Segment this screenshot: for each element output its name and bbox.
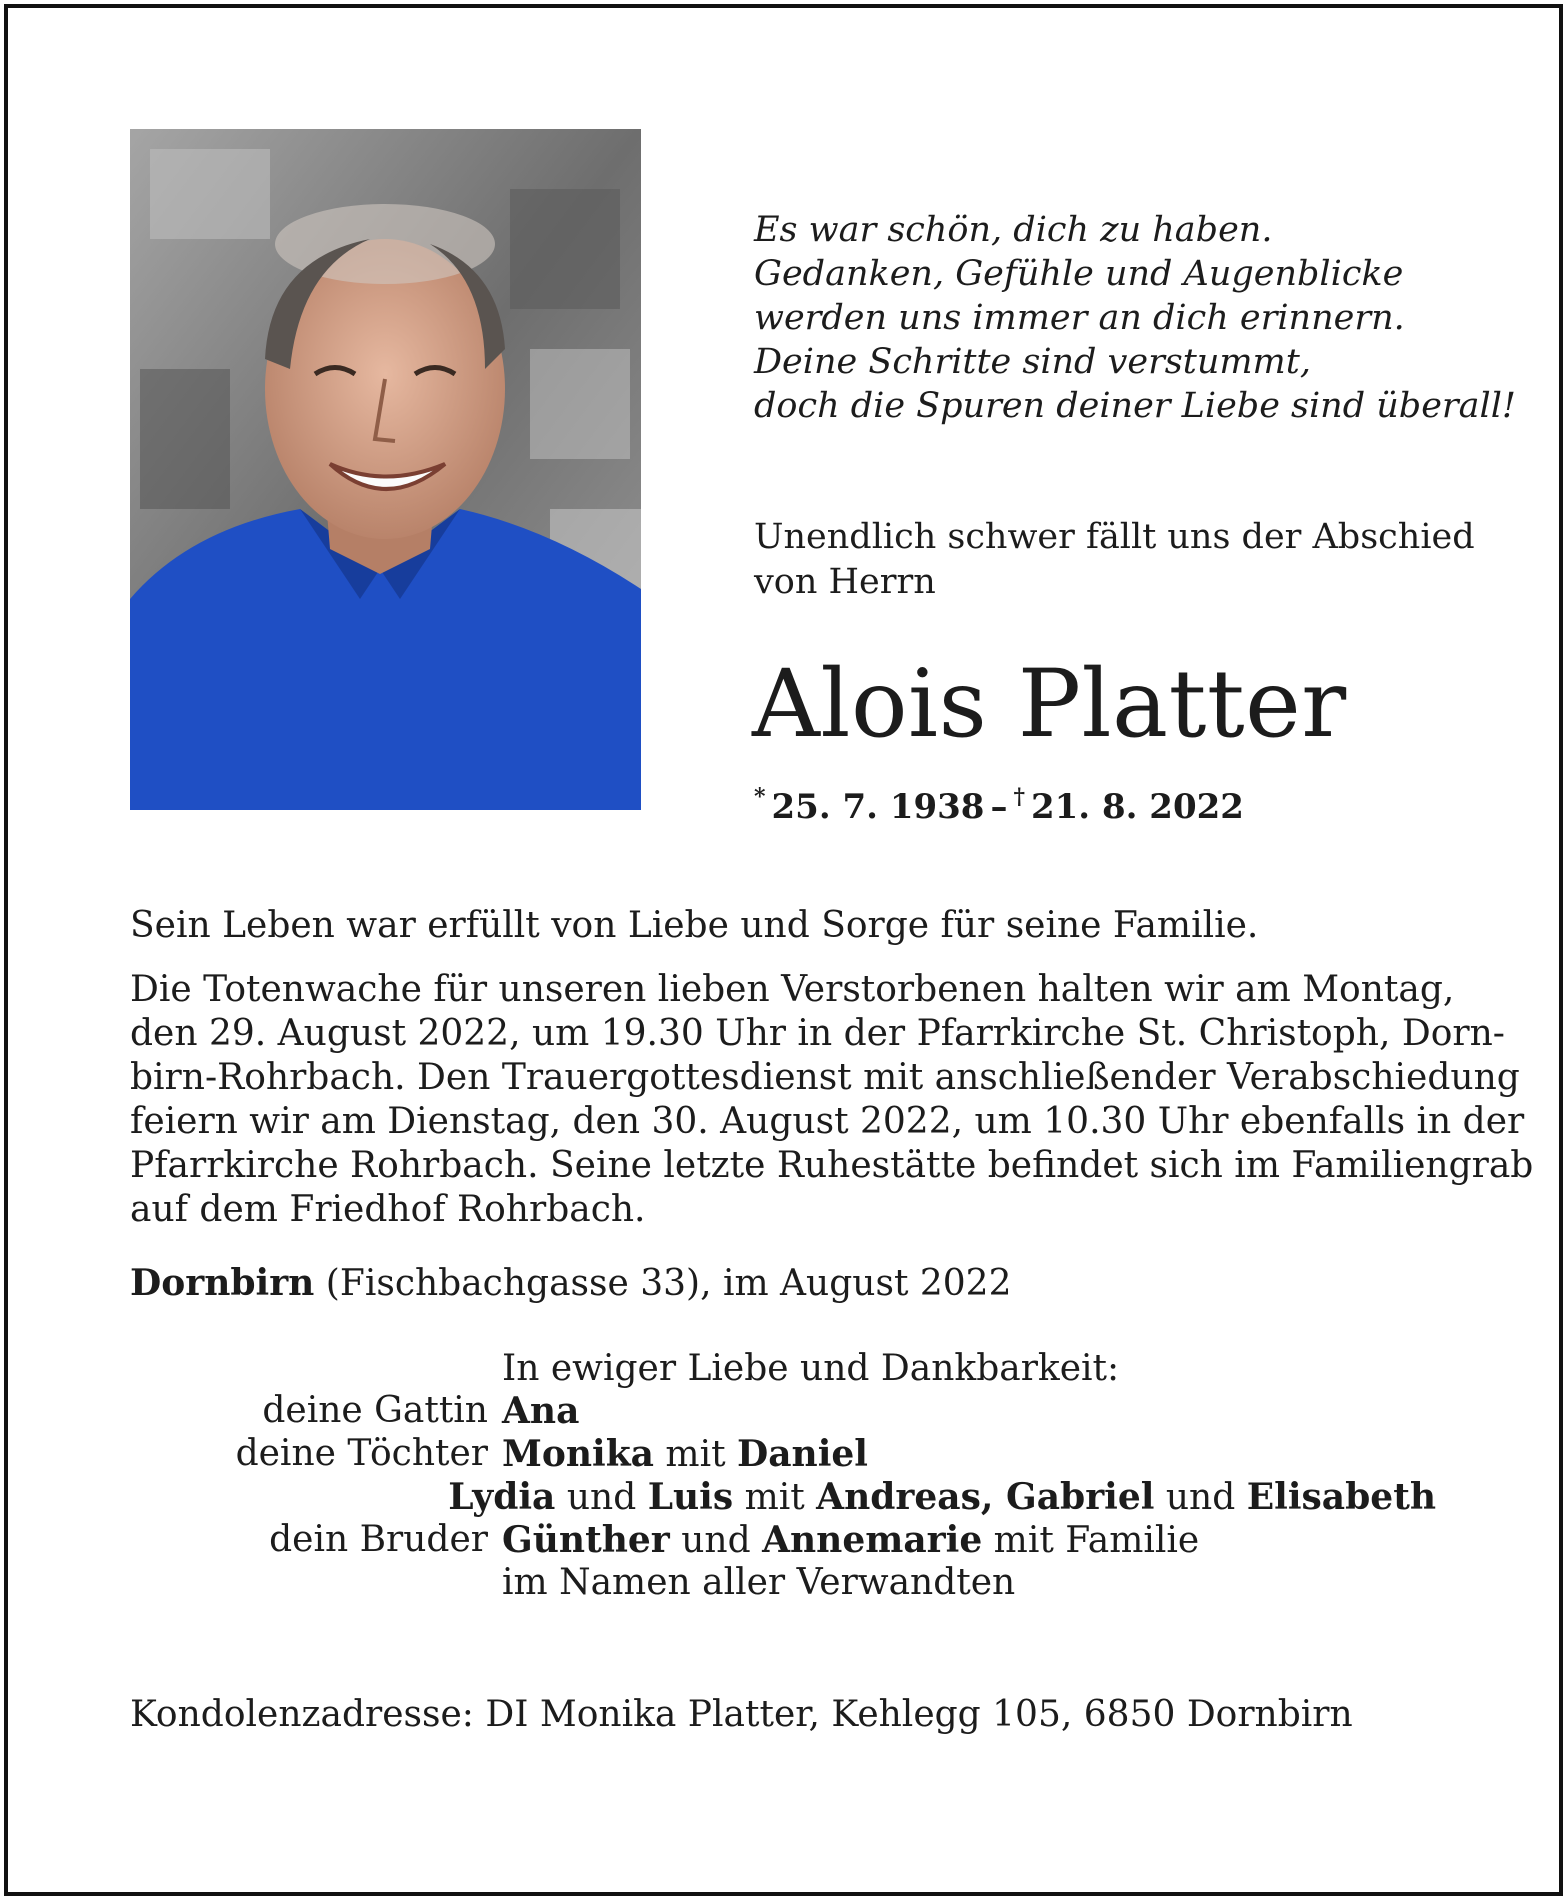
announcement-line: Die Totenwache für unseren lieben Verstorbenen halten wir am Montag, [130, 969, 1455, 1010]
announcement-line: birn-Rohrbach. Den Trauergottesdienst mit anschließender Verabschiedung [130, 1057, 1520, 1098]
memorial-poem [754, 208, 1516, 428]
birth-symbol: * [754, 784, 766, 810]
intro-line: Unendlich schwer fällt uns der Abschied [754, 517, 1475, 557]
mourner-name: Andreas, Gabriel [816, 1476, 1155, 1518]
life-statement: Sein Leben war erfüllt von Liebe und Sorge für seine Familie. [130, 905, 1259, 946]
mourner-relation: deine Töchter [235, 1433, 488, 1474]
condolence-address: Kondolenzadresse: DI Monika Platter, Kehlegg 105, 6850 Dornbirn [130, 1694, 1353, 1735]
mourner-relation [130, 1348, 502, 1390]
announcement-line: Pfarrkirche Rohrbach. Seine letzte Ruhestätte befindet sich im Familiengrab [130, 1145, 1534, 1186]
announcement-line: auf dem Friedhof Rohrbach. [130, 1189, 646, 1230]
life-dates [754, 775, 1244, 829]
mourner-names [502, 1562, 1015, 1604]
mourner-connector: und [669, 1520, 763, 1561]
birth-date: 25. 7. 1938 [771, 787, 985, 827]
poem-line: Gedanken, Gefühle und Augenblicke [754, 254, 1404, 294]
announcement-line: feiern wir am Dienstag, den 30. August 2022, um 10.30 Uhr ebenfalls in der [130, 1101, 1525, 1142]
place-and-date [130, 1261, 1436, 1306]
mourner-names [502, 1433, 868, 1476]
announcement-line: den 29. August 2022, um 19.30 Uhr in der Pfarrkirche St. Christoph, Dorn- [130, 1013, 1505, 1054]
place-details: (Fischbachgasse 33), im August 2022 [314, 1263, 1012, 1304]
portrait-photo [130, 129, 641, 810]
mourners-list [130, 1348, 1436, 1604]
mourner-connector: und [1154, 1477, 1247, 1518]
mourner-name: Luis [647, 1476, 734, 1518]
mourner-names [448, 1476, 1436, 1519]
mourner-row [130, 1476, 1436, 1519]
date-separator: – [990, 787, 1008, 827]
mourner-connector: im Namen aller Verwandten [502, 1562, 1016, 1603]
mourner-row [130, 1562, 1436, 1604]
mourner-name: Monika [502, 1433, 654, 1475]
mourner-name: Daniel [737, 1433, 868, 1475]
mourners-heading: In ewiger Liebe und Dankbarkeit: [502, 1348, 1120, 1389]
poem-line: doch die Spuren deiner Liebe sind überall! [754, 386, 1516, 426]
mourner-relation [130, 1562, 502, 1604]
mourner-connector: und [555, 1477, 648, 1518]
mourner-row [130, 1390, 1436, 1433]
mourner-relation: dein Bruder [269, 1519, 488, 1560]
intro-line: von Herrn [754, 562, 936, 602]
farewell-intro [754, 515, 1494, 605]
mourner-row [130, 1433, 1436, 1476]
mourner-relation: deine Gattin [262, 1390, 488, 1431]
death-date: 21. 8. 2022 [1030, 787, 1244, 827]
portrait-illustration [130, 129, 641, 810]
mourner-connector: mit [653, 1434, 737, 1475]
mourner-name: Günther [502, 1519, 670, 1561]
funeral-announcement [130, 968, 1534, 1232]
place-city: Dornbirn [130, 1262, 315, 1304]
mourner-names [502, 1519, 1199, 1562]
mourner-row [130, 1519, 1436, 1562]
death-symbol: † [1013, 784, 1025, 810]
mourners-heading-row [130, 1348, 1436, 1390]
mourner-names [502, 1390, 579, 1433]
poem-line: werden uns immer an dich erinnern. [754, 298, 1405, 338]
mourner-name: Annemarie [762, 1519, 983, 1561]
mourner-name: Ana [502, 1390, 580, 1432]
mourner-name: Elisabeth [1246, 1476, 1436, 1518]
deceased-name: Alois Platter [752, 650, 1347, 759]
poem-line: Es war schön, dich zu haben. [754, 210, 1273, 250]
mourner-name: Lydia [448, 1476, 556, 1518]
mourner-connector: mit Familie [982, 1520, 1200, 1561]
mourner-relation [130, 1476, 448, 1519]
mourner-connector: mit [733, 1477, 817, 1518]
poem-line: Deine Schritte sind verstummt, [754, 342, 1311, 382]
